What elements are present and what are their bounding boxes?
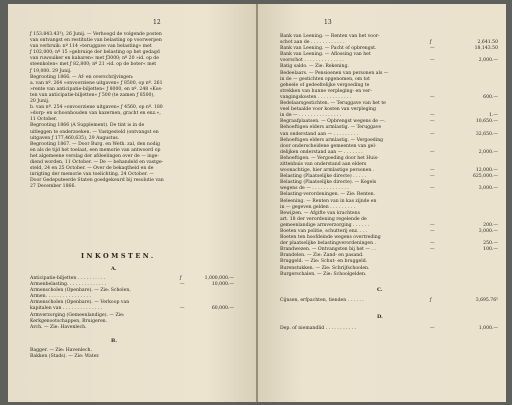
text-line: ten van anticipatie-biljetten« ƒ 500 (te zamen ƒ 8500), (30, 92, 155, 98)
currency-mark: — (430, 247, 435, 253)
ledger-label: gemeenlandige armverzorging . . . . . . (280, 222, 370, 228)
ledger-label: Kerkgenootschappen, Bruigeren. (30, 318, 108, 324)
currency-mark: — (430, 58, 435, 64)
currency-mark: — (430, 168, 435, 174)
ledger-label: Beleening. — Renten van in kas zijnde en (280, 198, 377, 204)
ledger-label: art. 18 der verordening regelende de (280, 216, 367, 222)
ledger-label: Boeten van politie, schutterij enz. . . . (280, 229, 368, 234)
ledger-label: Anticipatie-biljetten . . . . . . . . . . (30, 276, 106, 281)
ledger-label: Cijnsen, erfpachten, tienden . . . . . . (280, 298, 364, 303)
currency-mark: — (430, 149, 435, 155)
ledger-label: schot aan de . . . . . . . . . . . . (280, 40, 345, 46)
text-line: uitgaven ƒ 177,460,635), 29 Augustus. (30, 135, 120, 141)
ledger-label: Dep. of niemandlid . . . . . . . . . . . (280, 326, 357, 331)
ledger-label: Behoeftigen elders armlastig. — Vergoeding (280, 137, 384, 143)
ledger-label: strekken van hunne verpleging- en ver- (280, 88, 372, 94)
ledger-amount: 2,641.50 (477, 40, 498, 46)
ledger-amount: 32,650.— (475, 131, 498, 137)
ledger-label: Brandelen. — Zie: Zand- en pasand. (280, 253, 364, 259)
ledger-label: woonachtige, hier armlastige personen . (280, 168, 375, 174)
ledger-label: Behoeftigen elders armlastig. — Teruggave (280, 125, 382, 131)
ledger-amount: 600.— (483, 94, 498, 100)
ledger-amount: 2,000.— (478, 58, 498, 64)
ledger-label: Armverzorging (Gemeenlandige). — Zie: (30, 312, 125, 318)
currency-mark: — (430, 222, 435, 228)
ledger-amount: 10,650.— (475, 119, 498, 125)
text-line: b. van nº. 254 »onvoorziene uitgaven« ƒ 4560, op nº. 180 (30, 105, 163, 111)
ledger-amount: 625,000.— (472, 174, 498, 180)
section-letter-d: D. (377, 314, 383, 320)
ledger-amount: 3,000.— (478, 229, 498, 234)
ledger-label: zittenhuis van onderstand aan elders (280, 161, 367, 167)
text-line: Begrooting 1866. — Af- en overschrijvingen: (30, 74, 134, 80)
ledger-amount: 3,695.76⁵ (475, 298, 498, 303)
ledger-label: kapitalen van . . . . . . . . . . . . . . (30, 306, 103, 312)
text-line: van ontvangst en restitutie van belasting op voorwerpen (30, 38, 162, 44)
ledger-amount: 12,000.— (475, 168, 498, 174)
ledger-label: voorschot . . . . . . . . . . . . . . (280, 58, 344, 64)
ledger-amount: 2,000.— (478, 149, 498, 155)
ledger-amount: 60,000.— (211, 306, 234, 312)
ledger-label: Armenscholen (Openbare). — Zie: Scholen, (30, 288, 131, 294)
ledger-amount: 100.— (483, 247, 498, 253)
ledger-amount: 1.— (489, 113, 498, 119)
text-line: a. van nº. 264 »onvoorziene uitgaven« ƒ 8500, op nº. 261 (30, 80, 163, 86)
ledger-label: Boeten ten hoofdeinde wegens overtreding (280, 235, 381, 241)
ledger-label: Bank van Leening. — Renten van het voor- (280, 34, 380, 39)
currency-mark: — (430, 186, 435, 192)
currency-mark: ƒ (430, 298, 432, 303)
currency-mark: — (430, 113, 435, 119)
ledger-label: Bakken (Stads). — Zie: Water. (30, 354, 100, 360)
text-line: 27 December 1866. (30, 184, 76, 190)
text-line: en als de tijd het toelaat, een memorie van antwoord op (30, 147, 161, 153)
text-line: 20 Junij. (30, 99, 50, 105)
ledger-label: delijken onderstand aan — . . . . . . . (280, 149, 363, 155)
text-line: ƒ 102,000; nº 15 »gebruiqe der belasting op het gedagd (30, 50, 160, 56)
currency-mark: ƒ (180, 276, 182, 281)
text-line: steenkolen« met ƒ 82,800; nº 21 »id. op de boter« met (30, 62, 157, 68)
text-line: ƒ 153.843.43³), 26 Junij. — Verhoogd de volgende posten (30, 32, 162, 37)
ledger-label: Bedeelaars. — Pensioenen van personen als — (280, 70, 389, 76)
ledger-label: Behoeftigen. — Vergoeding door het Huis- (280, 155, 379, 161)
currency-mark: — (180, 282, 185, 288)
ledger-label: Armen. . . . . . . . . . . . . . . . (30, 294, 91, 300)
text-line: diend worden, 11 October. — De — behandeld en vastge- (30, 159, 164, 165)
ledger-label: door onderscheidene gemeenten van gel- (280, 143, 377, 149)
text-line: 11 October. (30, 117, 58, 123)
ledger-label: Batig saldo. — Zie: Rekening. (280, 64, 349, 70)
ledger-amount: 3,000.— (478, 186, 498, 192)
ledger-label: in de — . . . . . . . . . . . . . . . (280, 113, 342, 119)
ledger-label: Belasting (Plaatselijke directe) . . . . . (280, 174, 367, 180)
ledger-label: in de — gestichten opgenomen, om tot (280, 76, 370, 82)
text-line: Door Gedeputeerde Staten goedgekeurd bij resolutie van (30, 178, 164, 184)
text-line: uitleggen te onderzoeken. — Vastgesteld (ontvangst en (30, 129, 159, 135)
ledger-label: Armenbelasting. . . . . . . . . . . . . . (30, 282, 107, 288)
ledger-label: Bank van Leening. — Aflossing van het (280, 52, 371, 58)
text-line: Begrooting 1866 (A Supplement). De tint is in de (30, 123, 145, 129)
ledger-label: vangingskosten . . . . . . . . . . . . (280, 94, 352, 100)
currency-mark: — (430, 119, 435, 125)
right-page (258, 4, 506, 402)
ledger-label: Belasting (Plaatselijke directe). — Kegels (280, 180, 377, 186)
page-number: 13 (324, 19, 332, 26)
ledger-label: Armenscholen (Openbare). — Verkoop van (30, 300, 130, 306)
section-letter-a: A. (111, 266, 117, 272)
ledger-label: Arch. — Zie: Havenlech. (30, 324, 87, 330)
ledger-label: van onderstand aan — . . . . . . . . . (280, 131, 359, 137)
ledger-label: Belasting-verordeningen. — Zie: Renten. (280, 192, 376, 198)
section-letter-c: C. (377, 287, 383, 293)
text-line: »rente van anticipatie-biljetten« ƒ 8000, en nº. 248 »Kos- (30, 86, 163, 92)
text-line: ƒ 19,000. 29 Junij. (30, 68, 72, 74)
left-body-text (30, 32, 164, 190)
left-page (8, 4, 256, 402)
currency-mark: — (430, 326, 435, 331)
ledger-label: Brandwezen. — Ontvangsten bij het — . . (280, 247, 376, 253)
ledger-label: wegens de — . . . . . . . . . . . . . (280, 186, 349, 192)
text-line: »dorp- en schoonhouden van kazernen, gracht en enz.«, (30, 111, 161, 117)
ledger-label: Bewijzen. — Afgifte van krachtens (280, 210, 360, 216)
text-line: van ruwsuiker en kaharen« met ƒ3000; nº 20 »id. op de (30, 56, 159, 62)
ledger-label: veel betaalde voor kosten van verpleging (280, 107, 376, 113)
ledger-label: Burenstukken. — Zie: Schrijfschoolen. (280, 265, 370, 271)
currency-mark: — (430, 131, 435, 137)
ledger-label: der plaatselijke belastingverordeningen . (280, 241, 376, 247)
section-letter-b: B. (111, 338, 117, 344)
ledger-amount: 18,143.50 (474, 46, 498, 52)
ledger-amount: 200.— (483, 222, 498, 228)
ledger-label: Bagger. — Zie: Havenlech. (30, 348, 92, 353)
ledger-label: Begraafplaatsen. — Opbrengst wegens de —. (280, 119, 386, 125)
currency-mark: ƒ (430, 40, 432, 46)
ledger-amount: 1,000,000.— (204, 276, 234, 281)
page-number: 12 (153, 19, 161, 26)
text-line: steld, 24 en 25 October. — Over de bekaqtheid en de (30, 166, 154, 172)
ledger-amount: 1,000.— (478, 326, 498, 331)
ledger-label: Burgerschalen. — Zie: Schoolgelden. (280, 271, 367, 277)
currency-mark: — (430, 241, 435, 247)
text-line: Begrooting 1867. — Door Burg. en Weth. zal, den nodig (30, 141, 160, 147)
currency-mark: — (430, 46, 435, 52)
section-heading: INKOMSTEN. (81, 252, 156, 260)
ledger-label: Bruggeld. — Zie: Schut- en bruggeld. (280, 259, 368, 265)
currency-mark: — (430, 174, 435, 180)
ledger-label: geheele of gedeeltelijke vergoeding te (280, 82, 370, 88)
ledger-amount: 250.— (483, 241, 498, 247)
text-line: inrigting der memorie van toelichting. 24 October. — (30, 172, 154, 178)
ledger-amount: 10,000.— (211, 282, 234, 288)
ledger-label: Bank van Leening. — Pacht of opbrengst. (280, 46, 377, 52)
text-line: het algemeene verslag der afdeelingen over de — inge- (30, 153, 159, 159)
ledger-label: in — gegeven gelden . . . . . . . . . (280, 204, 356, 210)
currency-mark: — (430, 229, 435, 234)
currency-mark: — (430, 94, 435, 100)
text-line: van verbruik: nº 114 »teruggave van belasting« met (30, 44, 152, 50)
ledger-label: Bedelaarsgestichten. — Teruggave van het te (280, 101, 386, 107)
currency-mark: — (180, 306, 185, 312)
